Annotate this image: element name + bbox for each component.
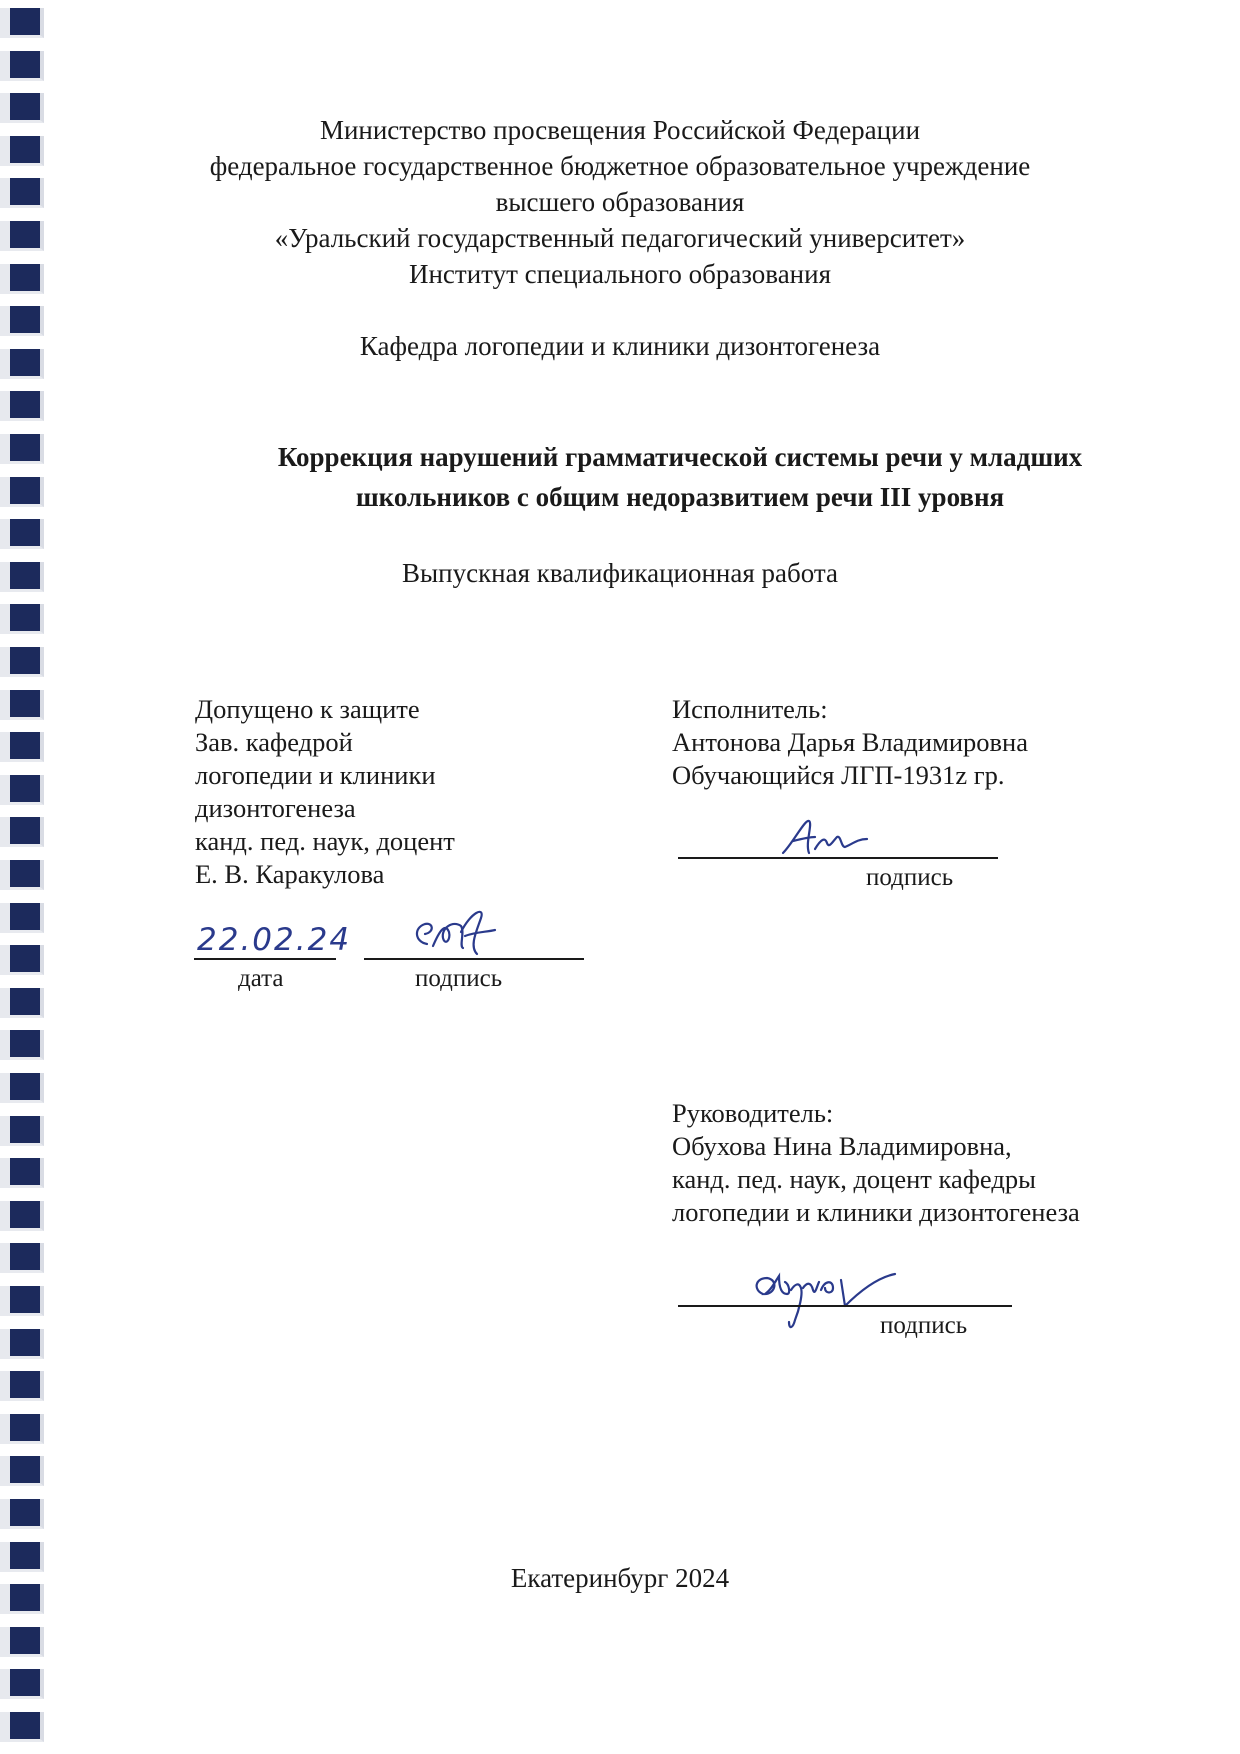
supervisor-signature-caption: подпись (880, 1312, 968, 1339)
head-signature-caption: подпись (415, 965, 503, 992)
executor-block (672, 693, 1028, 792)
handwritten-date: 22.02.24 (197, 922, 352, 958)
binding-hole (0, 1201, 44, 1231)
binding-hole (0, 647, 44, 677)
binding-hole (0, 477, 44, 507)
date-line (194, 958, 336, 960)
head-signature-line (364, 958, 584, 960)
supervisor-department: логопедии и клиники дизонтогенеза (672, 1197, 1080, 1227)
binding-hole (0, 1414, 44, 1444)
binding-hole (0, 51, 44, 81)
institution-line-1: федеральное государственное бюджетное образовательное учреждение (209, 151, 1031, 181)
binding-hole (0, 817, 44, 847)
institute-name: Институт специального образования (408, 259, 832, 289)
binding-hole (0, 434, 44, 464)
supervisor-block (672, 1097, 1080, 1229)
binding-hole (0, 1073, 44, 1103)
institution-line-2: высшего образования (495, 187, 745, 217)
binding-hole (0, 604, 44, 634)
supervisor-signature-line (678, 1305, 1012, 1307)
thesis-title-line-2: школьников с общим недоразвитием речи III уровня (355, 482, 1005, 512)
ministry-line: Министерство просвещения Российской Федерации (319, 115, 921, 145)
approval-line: Допущено к защите (195, 694, 420, 724)
binding-hole (0, 988, 44, 1018)
binding-hole (0, 1158, 44, 1188)
executor-group: Обучающийся ЛГП-1931z гр. (672, 760, 1005, 790)
supervisor-heading: Руководитель: (672, 1098, 834, 1128)
executor-heading: Исполнитель: (672, 694, 828, 724)
binding-hole (0, 1669, 44, 1699)
binding-hole (0, 1456, 44, 1486)
date-caption: дата (238, 965, 284, 992)
binding-hole (0, 1116, 44, 1146)
approval-line: логопедии и клиники (195, 760, 436, 790)
binding-hole (0, 860, 44, 890)
binding-hole (0, 732, 44, 762)
binding-hole (0, 690, 44, 720)
binding-hole (0, 1627, 44, 1657)
binding-hole (0, 1243, 44, 1273)
thesis-title-line-1: Коррекция нарушений грамматической системы речи у младших (277, 442, 1083, 472)
binding-hole (0, 1286, 44, 1316)
supervisor-name: Обухова Нина Владимировна, (672, 1131, 1012, 1161)
executor-signature-line (678, 857, 998, 859)
binding-hole (0, 519, 44, 549)
binding-hole (0, 1712, 44, 1742)
work-type: Выпускная квалификационная работа (401, 558, 839, 588)
supervisor-position: канд. пед. наук, доцент кафедры (672, 1164, 1036, 1194)
city-year: Екатеринбург 2024 (510, 1563, 730, 1593)
university-name: «Уральский государственный педагогический университет» (274, 223, 966, 253)
binding-hole (0, 391, 44, 421)
head-signature (405, 902, 515, 962)
binding-hole (0, 1499, 44, 1529)
approval-line: Е. В. Каракулова (195, 859, 385, 889)
binding-hole (0, 775, 44, 805)
binding-hole (0, 1371, 44, 1401)
approval-block (195, 693, 455, 891)
binding-hole (0, 903, 44, 933)
approval-line: канд. пед. наук, доцент (195, 826, 455, 856)
approval-line: дизонтогенеза (195, 793, 356, 823)
binding-hole (0, 8, 44, 38)
binding-hole (0, 945, 44, 975)
executor-signature-caption: подпись (866, 864, 954, 891)
executor-signature (775, 813, 885, 863)
binding-hole (0, 1030, 44, 1060)
executor-name: Антонова Дарья Владимировна (672, 727, 1029, 757)
binding-hole (0, 1329, 44, 1359)
approval-line: Зав. кафедрой (195, 727, 353, 757)
department-name: Кафедра логопедии и клиники дизонтогенеза (359, 331, 881, 361)
